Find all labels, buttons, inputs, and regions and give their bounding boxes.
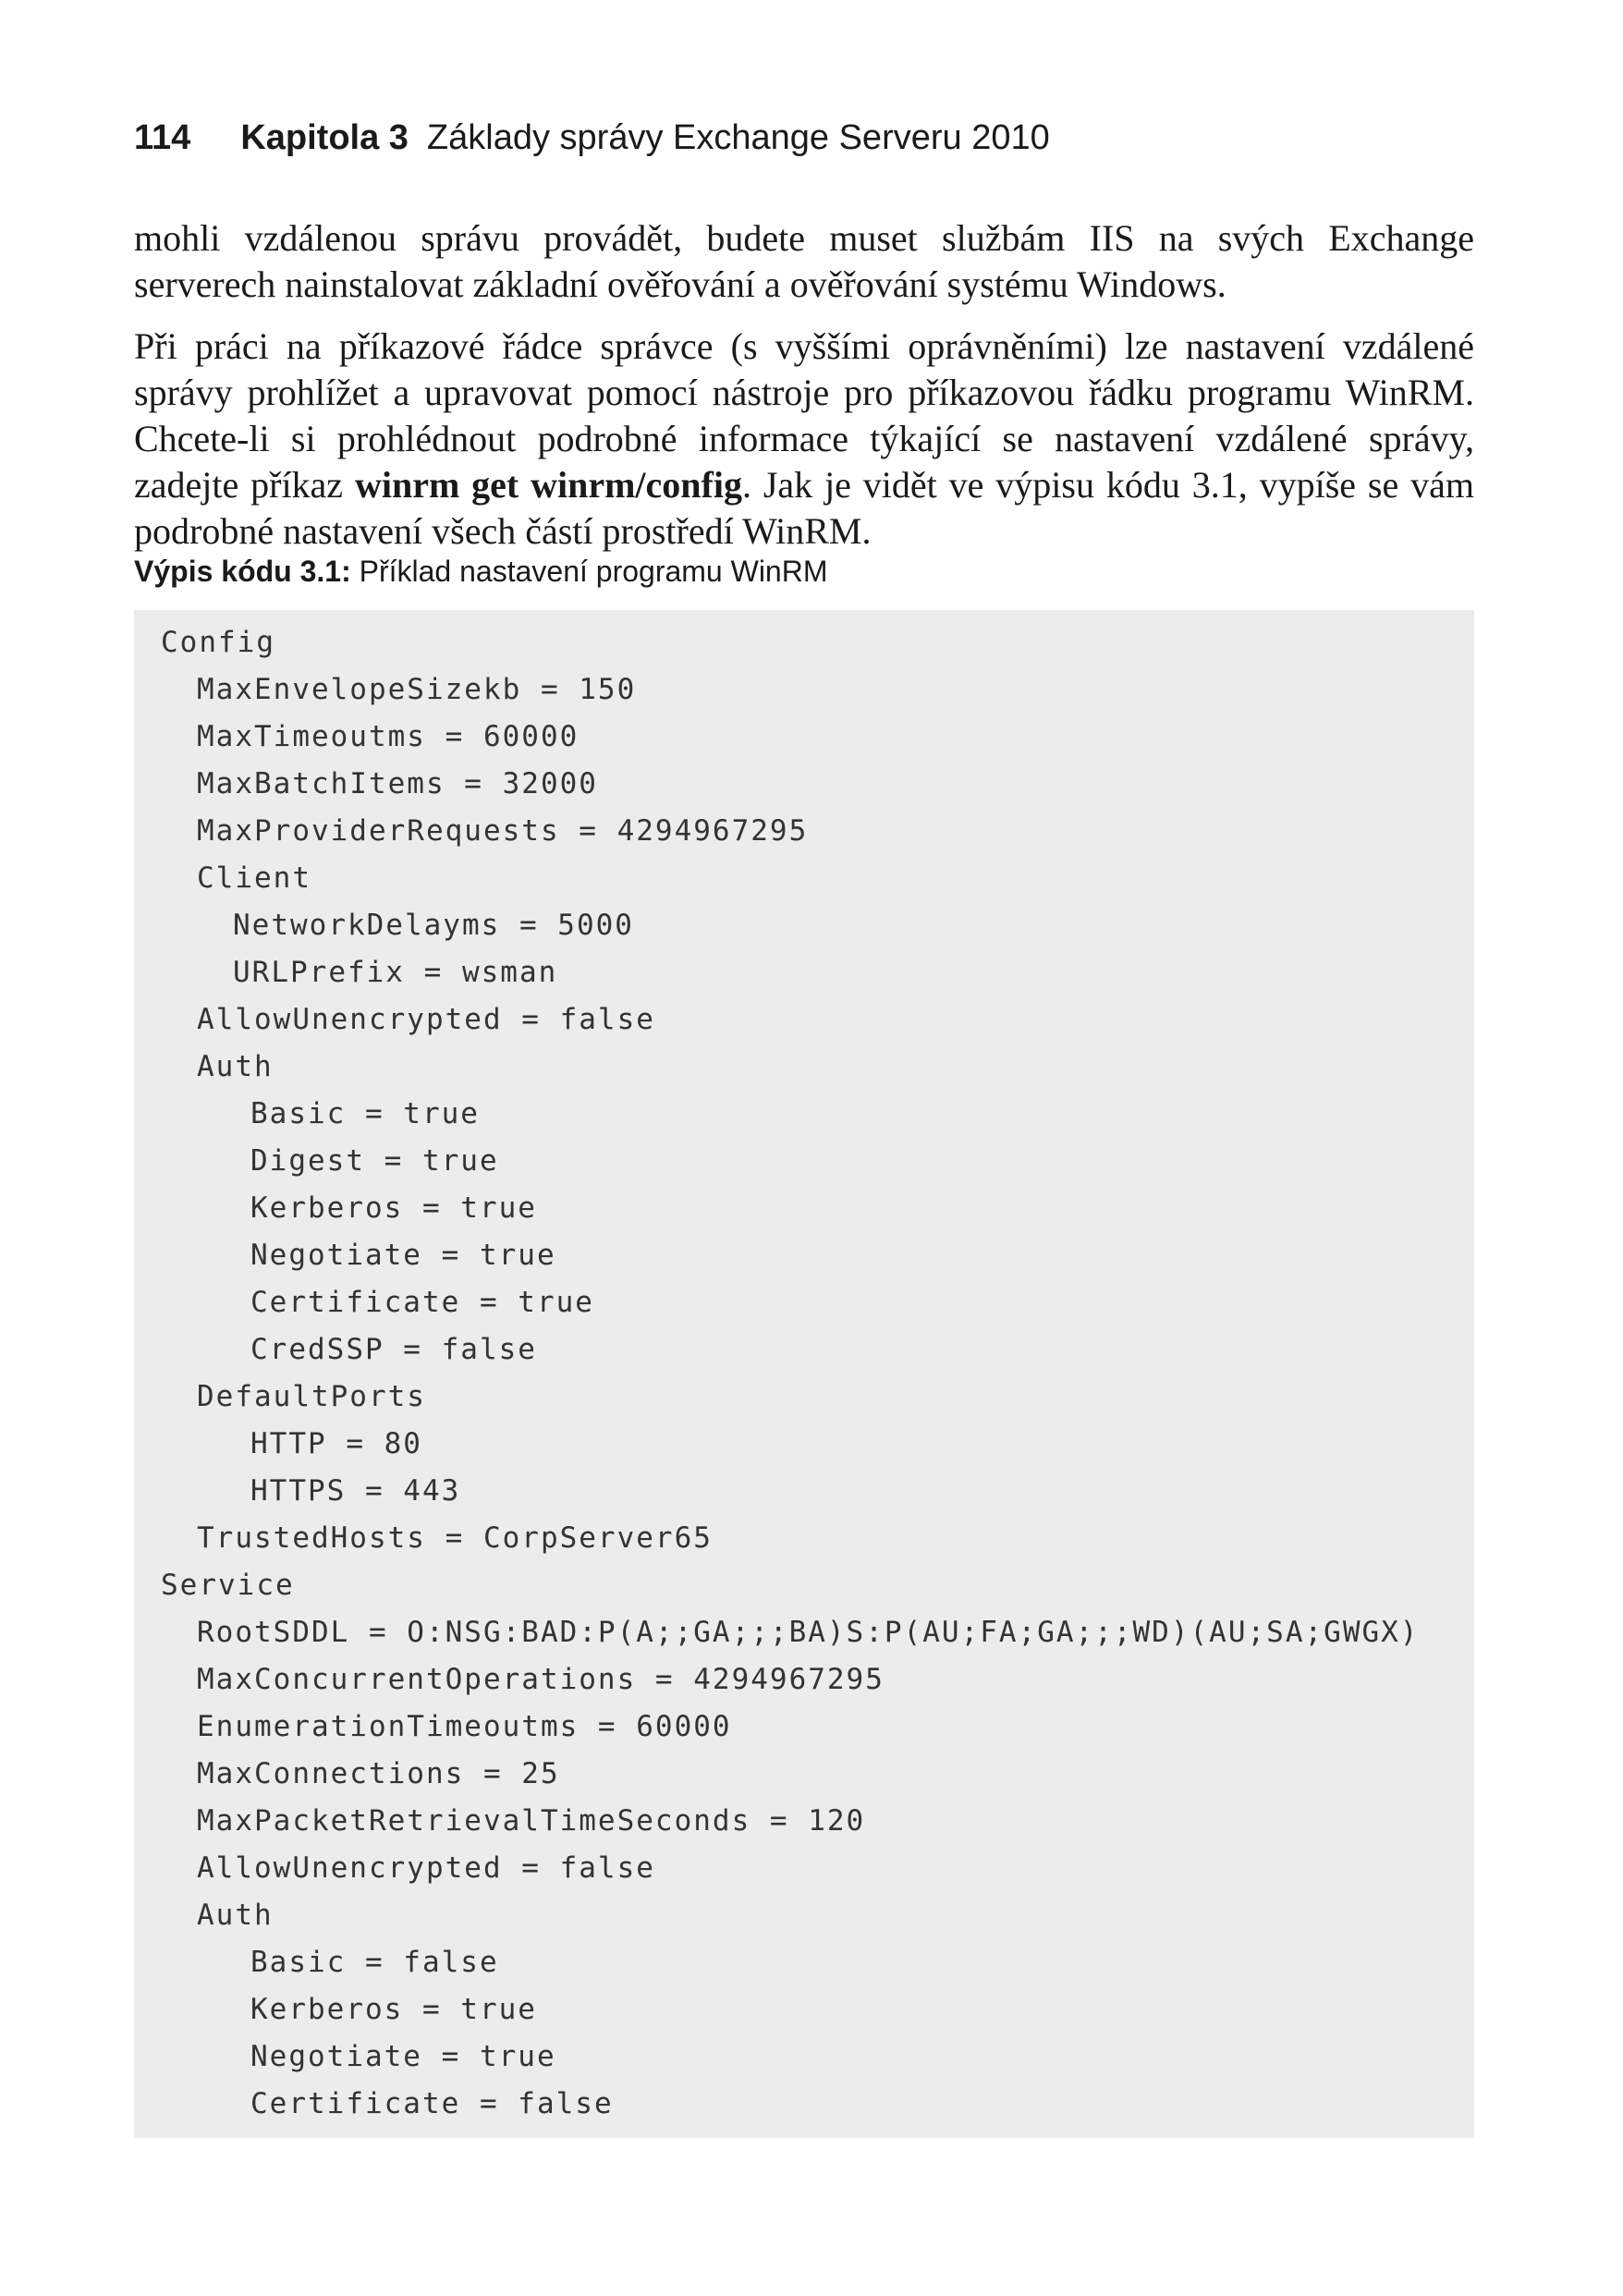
page-number: 114 <box>134 118 191 157</box>
code-listing <box>134 610 1474 2138</box>
code-line: Certificate = true <box>250 1286 594 1319</box>
code-line: MaxConnections = 25 <box>197 1757 560 1790</box>
code-line: MaxPacketRetrievalTimeSeconds = 120 <box>197 1804 866 1838</box>
command-text: winrm get winrm/config <box>354 464 742 506</box>
running-header <box>134 118 1050 158</box>
code-line: URLPrefix = wsman <box>233 956 558 989</box>
code-line: Auth <box>197 1899 274 1932</box>
chapter-label: Kapitola 3 <box>240 118 409 157</box>
code-line: Basic = false <box>250 1946 499 1979</box>
code-line: MaxConcurrentOperations = 4294967295 <box>197 1663 885 1696</box>
code-line: AllowUnencrypted = false <box>197 1851 655 1885</box>
code-line: Negotiate = true <box>250 1239 556 1272</box>
code-line: NetworkDelayms = 5000 <box>233 909 634 942</box>
code-listing-caption <box>134 555 827 589</box>
paragraph-2-text-before: Při práci na příkazové řádce správce (s vyššími oprávněními) lze nastavení vzdálené správy prohlížet a upravovat pomocí nástroje pro příkazovou řádku programu WinRM. Chcete-li si prohlédnout podrobné informace týkající se nastavení vzdálené správy, zadejte příkaz <box>134 325 1474 506</box>
code-line: Config <box>161 626 275 659</box>
code-line: Kerberos = true <box>250 1993 537 2026</box>
code-line: RootSDDL = O:NSG:BAD:P(A;;GA;;;BA)S:P(AU;FA;GA;;;WD)(AU;SA;GWGX) <box>197 1616 1420 1649</box>
code-line: HTTPS = 443 <box>250 1474 461 1508</box>
code-line: EnumerationTimeoutms = 60000 <box>197 1710 732 1743</box>
code-line: AllowUnencrypted = false <box>197 1003 655 1036</box>
code-line: Certificate = false <box>250 2087 614 2120</box>
code-line: TrustedHosts = CorpServer65 <box>197 1521 713 1555</box>
code-line: MaxProviderRequests = 4294967295 <box>197 814 809 848</box>
code-line: Negotiate = true <box>250 2040 556 2073</box>
code-line: Digest = true <box>250 1144 499 1178</box>
code-line: Auth <box>197 1050 274 1083</box>
code-line: DefaultPorts <box>197 1380 426 1413</box>
code-line: HTTP = 80 <box>250 1427 422 1460</box>
paragraph-2 <box>134 324 1474 555</box>
paragraph-2-text-after: . Jak je vidět ve výpisu kódu 3.1, vypíše se vám podrobné nastavení všech částí prostředí WinRM. <box>134 464 1475 552</box>
code-line: MaxTimeoutms = 60000 <box>197 720 580 753</box>
code-line: Service <box>161 1569 295 1602</box>
code-line: Basic = true <box>250 1097 480 1130</box>
code-line: CredSSP = false <box>250 1333 537 1366</box>
code-line: Client <box>197 861 311 895</box>
paragraph-1: mohli vzdálenou správu provádět, budete muset službám IIS na svých Exchange serverech nainstalovat základní ověřování a ověřování systému Windows. <box>134 217 1474 305</box>
code-line: Kerberos = true <box>250 1191 537 1225</box>
caption-label: Výpis kódu 3.1: <box>134 555 351 588</box>
chapter-title: Základy správy Exchange Serveru 2010 <box>426 118 1050 157</box>
caption-text: Příklad nastavení programu WinRM <box>359 555 828 588</box>
code-line: MaxBatchItems = 32000 <box>197 767 598 800</box>
code-line: MaxEnvelopeSizekb = 150 <box>197 673 637 706</box>
